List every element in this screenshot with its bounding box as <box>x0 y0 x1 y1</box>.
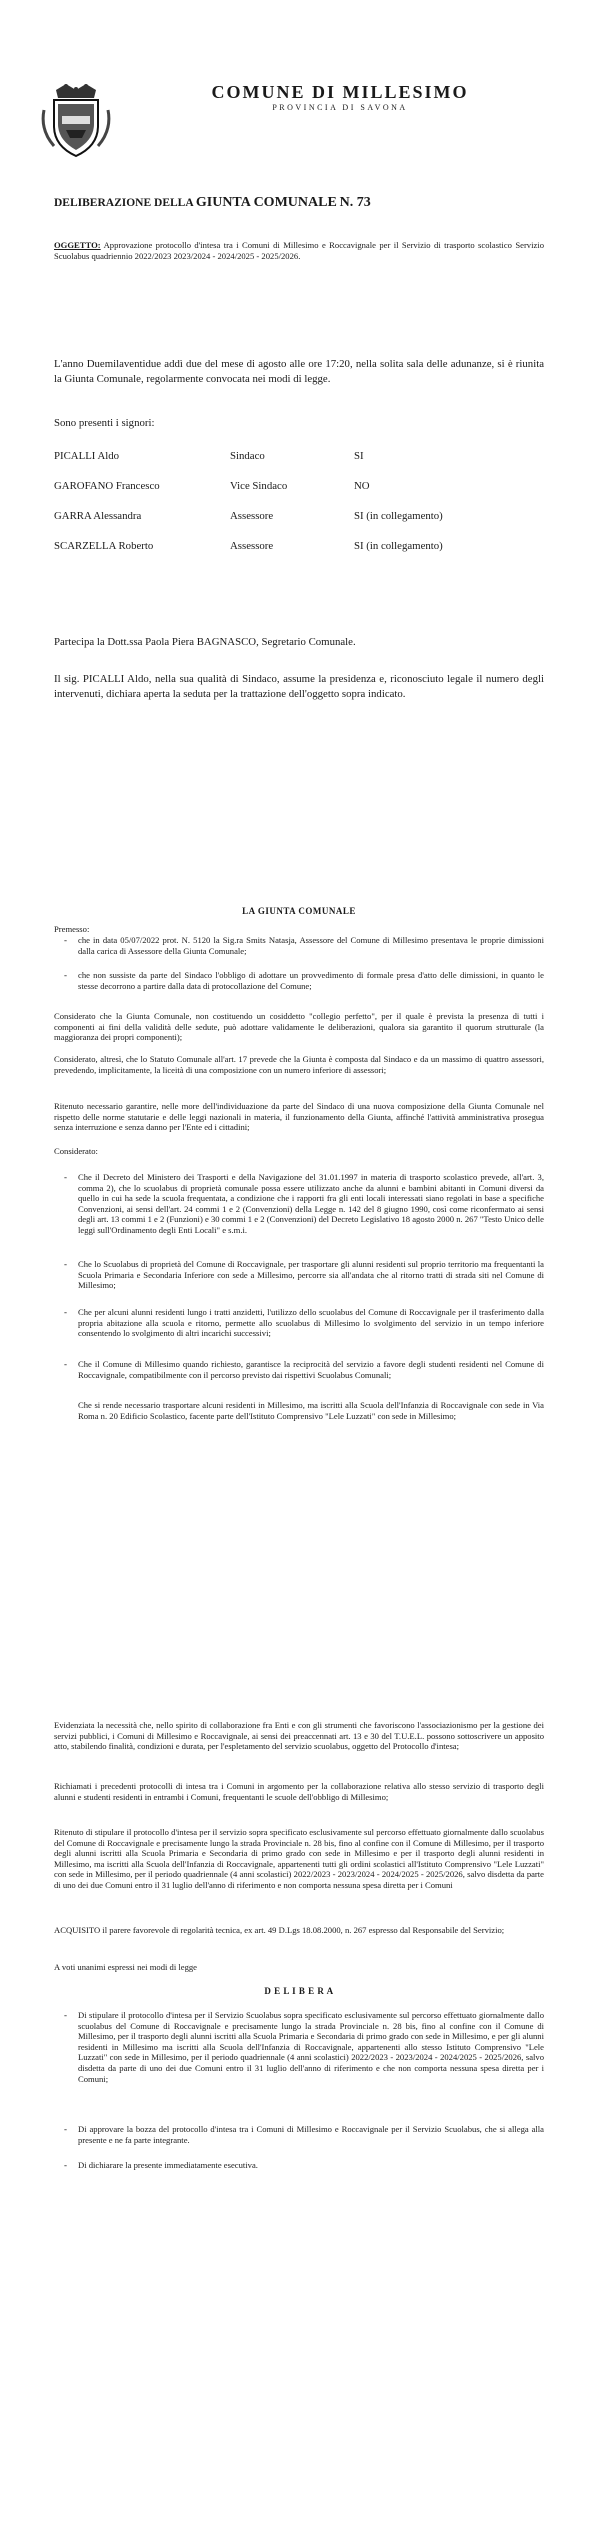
premesso-item: che in data 05/07/2022 prot. N. 5120 la Sig.ra Smits Natasja, Assessore del Comune di Millesimo presentava le proprie dimissioni dalla carica di Assessore della Giunta Comunale; <box>78 935 544 956</box>
bullet-dash: - <box>64 1172 67 1182</box>
considerato-item: Che lo Scuolabus di proprietà del Comune di Roccavignale, per trasportare gli alunni residenti sul proprio territorio ma frequentanti la Scuola Primaria e Secondaria Inferiore con sede a Millesimo, percorre sia all'andata che al ritorno tratti di strada siti nel Comune di Millesimo; <box>78 1259 544 1291</box>
attendee-row <box>54 480 544 496</box>
delibera-item: Di stipulare il protocollo d'intesa per il Servizio Scuolabus sopra specificato esclusivamente sul percorso effettuato giornalmente dallo scuolabus del Comune di Roccavignale e precisamente lungo la strada Provinciale n. 28 bis, fino al confine con il Comune di Millesimo, per il trasporto degli alunni iscritti alla Scuola Primaria e Secondaria di primo grado con sede in Millesimo, e per gli alunni residenti in Millesimo ma iscritti alla Scuola dell'Infanzia di Roccavignale, appartenenti allo stesso Istituto Comprensivo "Lele Luzzati" con sede in Millesimo, per il periodo quadriennale (4 anni scolastici) 2022/2023 - 2023/2024 - 2024/2025 - 2025/2026, salvo disdetta da parte di uno dei due Comuni entro il 31 luglio dell'anno di riferimento e che non comporta nessuna spesa diretta per i Comuni; <box>78 2010 544 2084</box>
deliberation-heading <box>54 195 554 211</box>
delibera-heading: D E L I B E R A <box>264 1986 334 1996</box>
giunta-heading: LA GIUNTA COMUNALE <box>242 906 356 916</box>
deliberation-number: N. 73 <box>339 195 371 210</box>
bullet-dash: - <box>64 2010 67 2020</box>
evidenziata-paragraph: Evidenziata la necessità che, nello spirito di collaborazione fra Enti e con gli strumenti che favoriscono l'associazionismo per la gestione dei servizi pubblici, i Comuni di Millesimo e Roccavignale, ai sensi dei preaccennati art. 13 e 30 del T.U.E.L. possono sottoscrivere un apposito atto, stabilendo finalità, condizioni e durata, per l'espletamento del servizio scuolabus, oggetto del Protocollo d'intesa; <box>54 1720 544 1752</box>
mayor-paragraph: Il sig. PICALLI Aldo, nella sua qualità di Sindaco, assume la presidenza e, riconosciuto legale il numero degli intervenuti, dichiara aperta la seduta per la trattazione dell'oggetto sopra indicato. <box>54 673 544 700</box>
attendee-row <box>54 510 544 526</box>
premesso-item: che non sussiste da parte del Sindaco l'obbligo di adottare un provvedimento di formale presa d'atto delle dimissioni, in quanto le stesse decorrono a partire dalla data di protocollazione del Comune; <box>78 970 544 991</box>
attendee-role: Vice Sindaco <box>230 480 288 492</box>
attendee-status: SI (in collegamento) <box>354 540 443 552</box>
premesso-label: Premesso: <box>54 924 90 934</box>
considerato-item: Che il Decreto del Ministero dei Trasporti e della Navigazione del 31.01.1997 in materia di trasporto scolastico prevede, all'art. 3, comma 2), che lo scuolabus di proprietà comunale possa essere utilizzato anche da alunni e bambini abitanti in Comuni diversi da quello in cui ha sede la scuola frequentata, a condizione che i rapporti fra gli enti locali interessati siano regolati in base a specifiche Convenzioni, ai sensi dell'art. 24 commi 1 e 2 (Convenzioni) della Legge n. 142 del 8 giugno 1990, così come riconfermato ai sensi degli art. 13 commi 1 e 2 (Funzioni) e 30 commi 1 e 2 (Convenzioni) del Decreto Legislativo 18 agosto 2000 n. 267 "Testo Unico delle leggi sull'Ordinamento degli Enti Locali" e s.m.i. <box>78 1172 544 1235</box>
considerato-item: Che si rende necessario trasportare alcuni residenti in Millesimo, ma iscritti alla Scuola dell'Infanzia di Roccavignale con sede in Via Roma n. 20 Edificio Scolastico, facente parte dell'Istituto Comprensivo "Lele Luzzati" con sede in Millesimo; <box>78 1400 544 1421</box>
province-subtitle: PROVINCIA DI SAVONA <box>272 103 408 112</box>
attendee-name: SCARZELLA Roberto <box>54 540 154 552</box>
attendee-status: NO <box>354 480 370 492</box>
attendee-role: Assessore <box>230 510 274 522</box>
considerato-item: Che il Comune di Millesimo quando richiesto, garantisce la reciprocità del servizio a favore degli studenti residenti nel Comune di Roccavignale, compatibilmente con il percorso previsto dai rispettivi Scuolabus Comunali; <box>78 1359 544 1380</box>
attendee-status: SI (in collegamento) <box>354 510 443 522</box>
attendee-name: PICALLI Aldo <box>54 450 120 462</box>
secretary-paragraph: Partecipa la Dott.ssa Paola Piera BAGNASCO, Segretario Comunale. <box>54 636 356 648</box>
attendee-status: SI <box>354 450 364 462</box>
attendee-role: Sindaco <box>230 450 265 462</box>
subject-text: Approvazione protocollo d'intesa tra i Comuni di Millesimo e Roccavignale per il Servizio di trasporto scolastico Servizio Scuolabus quadriennio 2022/2023 2023/2024 - 2024/2025 - 2025/2026. <box>54 240 544 261</box>
subject-label: OGGETTO: <box>54 240 101 250</box>
ritenuto-paragraph: Ritenuto necessario garantire, nelle more dell'individuazione da parte del Sindaco di una nuova composizione della Giunta Comunale nel rispetto delle norme statutarie e delle leggi nazionali in materia, il funzionamento della Giunta, affinché l'attività amministrativa prosegua senza interruzione e senza danno per l'Ente ed i cittadini; <box>54 1101 544 1133</box>
attendee-name: GARRA Alessandra <box>54 510 142 522</box>
considerato-label: Considerato: <box>54 1146 98 1156</box>
attendee-name: GAROFANO Francesco <box>54 480 160 492</box>
delibera-item: Di dichiarare la presente immediatamente esecutiva. <box>78 2160 258 2170</box>
attendee-row <box>54 540 544 556</box>
deliberation-prefix: DELIBERAZIONE DELLA <box>54 197 193 209</box>
session-intro: L'anno Duemilaventidue addì due del mese di agosto alle ore 17:20, nella solita sala delle adunanze, si è riunita la Giunta Comunale, regolarmente convocata nei modi di legge. <box>54 358 544 385</box>
bullet-dash: - <box>64 970 67 980</box>
subject-paragraph <box>54 240 544 262</box>
municipal-crest-icon <box>36 80 116 160</box>
bullet-dash: - <box>64 2160 67 2170</box>
considerato-item: Che per alcuni alunni residenti lungo i tratti anzidetti, l'utilizzo dello scuolabus del Comune di Roccavignale per il trasferimento dalla propria abitazione alla scuola e ritorno, permette allo scuolabus di Millesimo lo svolgimento del servizio in un tempo inferiore consentendo lo svolgimento di altri incarichi successivi; <box>78 1307 544 1339</box>
bullet-dash: - <box>64 935 67 945</box>
bullet-dash: - <box>64 1307 67 1317</box>
bullet-dash: - <box>64 2124 67 2134</box>
attendee-row <box>54 450 544 466</box>
considerato-altresi-paragraph: Considerato, altresì, che lo Statuto Comunale all'art. 17 prevede che la Giunta è composta dal Sindaco e da un massimo di quattro assessori, prevedendo, implicitamente, la liceità di una composizione con un numero inferiore di assessori; <box>54 1054 544 1075</box>
considerato-paragraph: Considerato che la Giunta Comunale, non costituendo un cosiddetto "collegio perfetto", per il quale è prevista la presenza di tutti i componenti ai fini della validità delle sedute, può adottare validamente le deliberazioni, qualora sia garantito il quorum strutturale (la maggioranza dei propri componenti); <box>54 1011 544 1043</box>
ritenuto-stipulare-paragraph: Ritenuto di stipulare il protocollo d'intesa per il servizio sopra specificato esclusivamente sul percorso effettuato giornalmente dallo scuolabus del Comune di Roccavignale e precisamente lungo la strada Provinciale n. 28 bis, fino al confine con il Comune di Millesimo, per il trasporto degli alunni iscritti alla Scuola Primaria e Secondaria di primo grado con sede in Millesimo e per il trasporto degli alunni residenti in Millesimo, ma iscritti alla Scuola dell'Infanzia di Roccavignale, appartenenti tutti gli ordini scolastici all'Istituto Comprensivo "Lele Luzzati" con sede in Millesimo, per il periodo quadriennale (4 anni scolastici) 2022/2023 - 2023/2024 - 2024/2025 - 2025/2026, salvo disdetta da parte di uno dei due Comuni entro il 31 luglio dell'anno di riferimento e non comporta nessuna spesa diretta per i Comuni <box>54 1827 544 1890</box>
bullet-dash: - <box>64 1259 67 1269</box>
attendees-label: Sono presenti i signori: <box>54 417 155 429</box>
municipality-title: COMUNE DI MILLESIMO <box>211 82 469 102</box>
bullet-dash: - <box>64 1359 67 1369</box>
acquisito-paragraph: ACQUISITO il parere favorevole di regolarità tecnica, ex art. 49 D.Lgs 18.08.2000, n. 267 espresso dal Responsabile del Servizio; <box>54 1925 505 1935</box>
richiamati-paragraph: Richiamati i precedenti protocolli di intesa tra i Comuni in argomento per la collaborazione relativa allo stesso servizio di trasporto degli alunni e studenti residenti in entrambi i Comuni, frequentanti le scuole dell'obbligo di Millesimo; <box>54 1781 544 1802</box>
attendee-role: Assessore <box>230 540 274 552</box>
voti-paragraph: A voti unanimi espressi nei modi di legge <box>54 1962 197 1972</box>
deliberation-organ: GIUNTA COMUNALE <box>195 195 337 210</box>
delibera-item: Di approvare la bozza del protocollo d'intesa tra i Comuni di Millesimo e Roccavignale per il Servizio Scuolabus, che si allega alla presente e ne fa parte integrante. <box>78 2124 544 2145</box>
